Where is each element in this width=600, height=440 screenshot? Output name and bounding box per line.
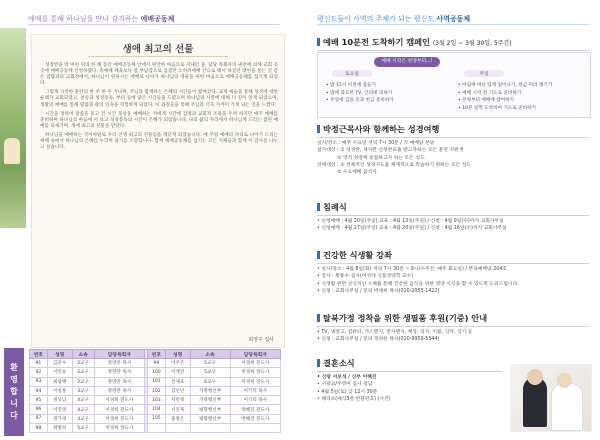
bible-journey-section	[317, 124, 589, 176]
table-cell: 91	[30, 359, 48, 368]
sermon-column	[31, 34, 285, 348]
section-items	[317, 140, 589, 176]
table-cell: 이경희 전도사	[94, 396, 144, 405]
left-page-header	[28, 14, 174, 24]
col-header: 성명	[47, 350, 72, 359]
table-cell: 93	[30, 377, 48, 386]
table-cell: 94	[30, 386, 48, 395]
left-page	[0, 0, 297, 440]
diet-lecture-section	[317, 250, 589, 295]
list-item: • 신청예배 : 4월 27일(주일) 교육 : 4월 20일(주일) / 신청 : 4월 16일(수)까지 교회사무실	[317, 226, 507, 232]
list-item: • 아침에 여유 있게 일어나기, 헌금 미리 챙기기	[458, 83, 553, 88]
right-page	[303, 0, 600, 440]
table-cell: 최광택	[47, 377, 72, 386]
sermon-author: 최영주 집사	[248, 337, 274, 343]
table-cell: 박혜진 전도사	[230, 414, 280, 423]
campaign-section	[317, 37, 589, 51]
list-item: • 식생활 관련 상식적인 오해를 통해 건강한 음식을 위한 영양 시식을 할 수 있도록 도와드립니다.	[317, 281, 519, 287]
table-cell: 가정행신부	[190, 386, 230, 395]
col-header: 번호	[147, 350, 165, 359]
table-header-row	[30, 350, 281, 359]
sermon-title: 생애 최고의 선물	[122, 44, 194, 55]
table-cell: 102	[147, 386, 165, 395]
table-cell: 101	[147, 377, 165, 386]
section-title: 침례식	[317, 202, 589, 213]
col-header: 번호	[30, 350, 48, 359]
table-cell	[165, 424, 190, 433]
table-cell: 2교구	[72, 377, 94, 386]
wedding-photo	[510, 364, 592, 432]
list-item: • 주일에 입을 옷과 헌금 준비하기	[326, 98, 394, 104]
list-item: • 강사 : 황홍수 집사(여성테 식품영양학 교수)	[317, 274, 414, 280]
section-bar-icon	[317, 125, 320, 133]
left-header-rule	[28, 24, 280, 25]
table-cell	[230, 424, 280, 433]
list-item: 선택대상 : ① 전체적인 성경지도를 체계적으로 학습하기 원하는 모든 성도	[317, 162, 472, 168]
saturday-header: 토요일	[332, 70, 372, 77]
table-cell: 이기덕 목사	[230, 396, 280, 405]
table-cell: 96	[30, 405, 48, 414]
campaign-box	[317, 52, 591, 118]
table-cell: 박혜진 전도사	[230, 405, 280, 414]
list-item: • 10분 일찍 도착하여 기도로 준비하기	[458, 105, 536, 111]
section-rule	[317, 371, 502, 372]
right-header-rule	[317, 24, 589, 25]
table-row	[30, 424, 281, 433]
welcome-char: 합	[10, 387, 18, 396]
table-cell: 5교구	[190, 368, 230, 377]
sermon-paragraph: 성장반을 막 마친 뒤의 한 해 동안 예배공동체 안에서 편안한 마음으로 지내던 중, 담당 목회자의 권면에 의해 교회 곳곳에 예배공동체 신청하였다. 총예배 체육보다 좀 부담감으로 섬겼던 오히려예배 안으로 해서 하셨던 맺힌을 쏟는 것 같은 감람과의 교회정에서, 하나님이 원하시는 예배로 나아가 하나님의 영광을 위한 마음으로 예배공동체를 섬기게 되었다.	[40, 63, 278, 87]
table-cell: 이경희 전도사	[94, 424, 144, 433]
sermon-paragraph: 시간을 정하여 말씀을 읽고 진 시간 묵상을 예배하는 저에게 시간에 감정과 교회적 조용을 두려 하지만 매주 예배를 준비하며 하나님의 마음에 서 보고 성경통독의 시간이 은혜가 되었습니다. 나의 삶의 자리에서 하나님께 드리는 참된 예배를 되새기며, 생애 최고의 선물을 받았다.	[40, 111, 278, 129]
section-title: 탈북가정 정착을 위한 생필품 후원(기증) 안내	[317, 313, 589, 324]
table-cell: 정영란 목사	[94, 386, 144, 395]
table-cell: 가정행신부	[190, 396, 230, 405]
saturday-list	[326, 82, 454, 105]
garden-photo	[0, 28, 26, 228]
table-cell: 이경희 전도사	[230, 377, 280, 386]
table-cell: 정영란 목사	[94, 377, 144, 386]
sermon-paragraph: 하나님을 예배하는 것이야말로 우리 인생 최고의 선물임을 깨닫게 되었습니다. 매 주일 예배의 자리로 나아가 드리는 예배 속에서 하나님의 은혜를 누리며 살기를 소망합니다. 함께 예배공동체를 섬기는 모든 지체들과 함께 이 감사를 나누고 싶습니다.	[40, 132, 278, 151]
table-cell: 5교구	[72, 424, 94, 433]
section-bar-icon	[317, 251, 320, 259]
section-items	[317, 374, 502, 403]
table-cell	[190, 424, 230, 433]
table-cell: 105	[147, 414, 165, 423]
section-bar-icon	[317, 359, 320, 367]
welcome-char: 영	[10, 375, 18, 384]
section-bar-icon	[317, 314, 320, 322]
table-cell: 서진영	[47, 405, 72, 414]
section-title: 건강한 식생활 강좌	[317, 250, 589, 261]
table-cell: 정영란 목사	[94, 368, 144, 377]
groom-head	[527, 369, 543, 385]
list-item: • 일시/장소 : 4월 8일(화) 저녁 7시 30분 ~ 9시(수주간, 매주 화요일) / 본당예배당 204호	[317, 267, 508, 272]
section-items	[317, 266, 589, 295]
list-item: 일시/장소 : 매주 수요일 저녁 7시 30분 / 각 예배당 본당	[317, 141, 435, 146]
table-cell: 이경희 전도사	[94, 414, 144, 423]
table-row	[30, 386, 281, 395]
table-cell: 4교구	[72, 414, 94, 423]
col-header: 소속	[190, 350, 230, 359]
list-item: • 예배 시작 전 기도로 준비하기	[458, 90, 522, 96]
table-cell: 5교구	[190, 359, 230, 368]
table-cell: 92	[30, 368, 48, 377]
table-cell: 2교구	[72, 359, 94, 368]
section-items	[317, 218, 589, 233]
table-cell: 정상남	[47, 396, 72, 405]
table-row	[30, 414, 281, 423]
table-cell: 100	[147, 368, 165, 377]
col-header: 담당목회자	[230, 350, 280, 359]
list-item: 참가대상 : ① 성경반, 제자반 신청완료를 받고자하는 모든 훈련 지원생	[317, 148, 464, 154]
list-item: • 서광교/주영미 집사 장남	[317, 382, 373, 388]
campaign-subtitle: (3월 2일 ~ 3월 30일, 5주간)	[432, 40, 512, 47]
table-cell: 서민정	[165, 396, 190, 405]
list-item: • 신랑 서보석 / 신부 이혜진	[317, 375, 377, 380]
list-item: ② 수요예배 참석자	[337, 170, 377, 176]
table-cell: 전재호	[165, 377, 190, 386]
table-cell: 이재진	[165, 368, 190, 377]
list-item: • 밤에 과도한 TV, 인터넷 피하기	[326, 90, 393, 96]
new-member-table	[29, 349, 281, 433]
table-row	[30, 377, 281, 386]
table-cell: 97	[30, 414, 48, 423]
table-row	[30, 405, 281, 414]
right-page-header	[317, 14, 470, 24]
welcome-label	[4, 348, 24, 436]
table-cell: 이경희 전도사	[230, 359, 280, 368]
table-cell: 김선단	[165, 386, 190, 395]
bride-head	[557, 373, 572, 388]
table-row	[30, 359, 281, 368]
welcome-char: 니	[10, 399, 18, 408]
table-cell: 평형행신부	[190, 405, 230, 414]
table-cell: 서진목	[165, 405, 190, 414]
donation-section	[317, 313, 589, 344]
sermon-title-rule	[88, 56, 228, 57]
section-rule	[317, 326, 589, 327]
table-cell: 99	[147, 359, 165, 368]
sermon-body	[40, 63, 278, 154]
table-cell: 104	[147, 405, 165, 414]
table-cell: 103	[147, 396, 165, 405]
section-title: 결혼소식	[317, 358, 502, 369]
bride-figure	[551, 383, 583, 431]
section-bar-icon	[317, 203, 320, 211]
welcome-char: 다	[10, 411, 18, 420]
section-rule	[317, 137, 589, 138]
welcome-char: 환	[10, 363, 18, 372]
col-header: 소속	[72, 350, 94, 359]
right-header-tag: 평신도들이 사역의 주체가 되는 평신도	[317, 15, 435, 23]
campaign-banner: 예배 시작은 찬양부터...!	[374, 57, 440, 67]
table-cell: 2교구	[72, 368, 94, 377]
table-row	[30, 396, 281, 405]
list-item: • 신청 : 교회사무실 / 문의 박세희 목사(010-2053-1422)	[317, 288, 440, 294]
list-item: • 신청 : 교회사무실 / 문의 정위한 목사(010-9959-5544)	[317, 337, 440, 343]
table-cell: 이기덕 목사	[230, 386, 280, 395]
baptism-section	[317, 202, 589, 233]
list-item: • 해리츠(예식3관 반블란호) (사진)	[317, 396, 391, 402]
section-rule	[317, 263, 589, 264]
section-bar-icon	[317, 38, 320, 46]
list-item: ② 영적 성장에 동참하고자 하는 모든 성도	[337, 155, 425, 161]
table-cell: 정영란 목사	[94, 359, 144, 368]
section-title	[317, 37, 589, 48]
left-header-tag: 예배를 통해 하나님을 만나 감격하는	[28, 15, 139, 23]
table-cell: 이주은	[165, 359, 190, 368]
new-member-rows	[30, 359, 281, 433]
list-item: • 4월 5일(토) 낮 12시 30분	[317, 389, 378, 395]
list-item: • 찬양부터 예배에 참여하기	[458, 98, 514, 104]
left-header-title: 예배공동체	[140, 15, 175, 23]
list-item: • 밤 11시 이전에 잠들기	[326, 83, 376, 88]
table-cell: 홍정은	[165, 414, 190, 423]
table-cell: 평형행신부	[190, 414, 230, 423]
table-cell: 4교구	[72, 405, 94, 414]
sunday-header: 주일	[464, 70, 504, 77]
table-cell: 6교구	[190, 377, 230, 386]
section-items	[317, 329, 589, 344]
sunday-list	[458, 82, 586, 112]
table-cell: 4교구	[72, 396, 94, 405]
col-header: 담당목회자	[94, 350, 144, 359]
table-cell: 이청훈	[47, 386, 72, 395]
section-rule	[317, 215, 589, 216]
campaign-title: 예배 10분전 도착하기 캠페인	[323, 37, 430, 47]
table-cell: 정가경	[47, 414, 72, 423]
col-header: 성명	[165, 350, 190, 359]
table-cell: 95	[30, 396, 48, 405]
table-cell: 이경희 전도사	[94, 405, 144, 414]
section-title: 박정근목사와 함께하는 성경여행	[317, 124, 589, 135]
section-rule	[317, 50, 589, 51]
sermon-paragraph: 그렇게 시작한 훈련의 한 주 한 주 지나며, 주님과 함께하는 은혜의 시간들이 쌓여갔다. 교제 예술을 통해 성경에 대한 순례가 교회되었고, 찬송과 성경통독, 부터 등에 많은 시간들을 드렸으며 하나님의 사랑에 대해 더 깊이 알게 되었으며, 생활의 예배를 통해 말씀과 삶의 연속을 경험하게 되었다. 이 과정들을 통해 주님과 더욱 가까이 가게 되는 것을 느꼈다.	[40, 90, 278, 108]
list-item: • TV, 냉장고, 컴퓨터, 가스렌지, 전자렌지, 책상, 의자, 이불, 식탁, 식기 등	[317, 330, 473, 335]
table-cell: 김준수	[47, 359, 72, 368]
table-cell: 서민승	[47, 368, 72, 377]
list-item: • 신청예배 : 4월 20일(주일) 교육 : 4월 13일(주일) / 신청 : 4월 9일(수)까지 교회사무실	[317, 219, 504, 224]
table-cell: 곽명희	[47, 424, 72, 433]
table-cell: 98	[30, 424, 48, 433]
wedding-section	[317, 358, 502, 403]
table-cell	[147, 424, 165, 433]
table-cell: 3교구	[72, 386, 94, 395]
right-header-title: 사역공동체	[436, 15, 471, 23]
table-cell: 이경희 전도사	[230, 368, 280, 377]
table-row	[30, 368, 281, 377]
